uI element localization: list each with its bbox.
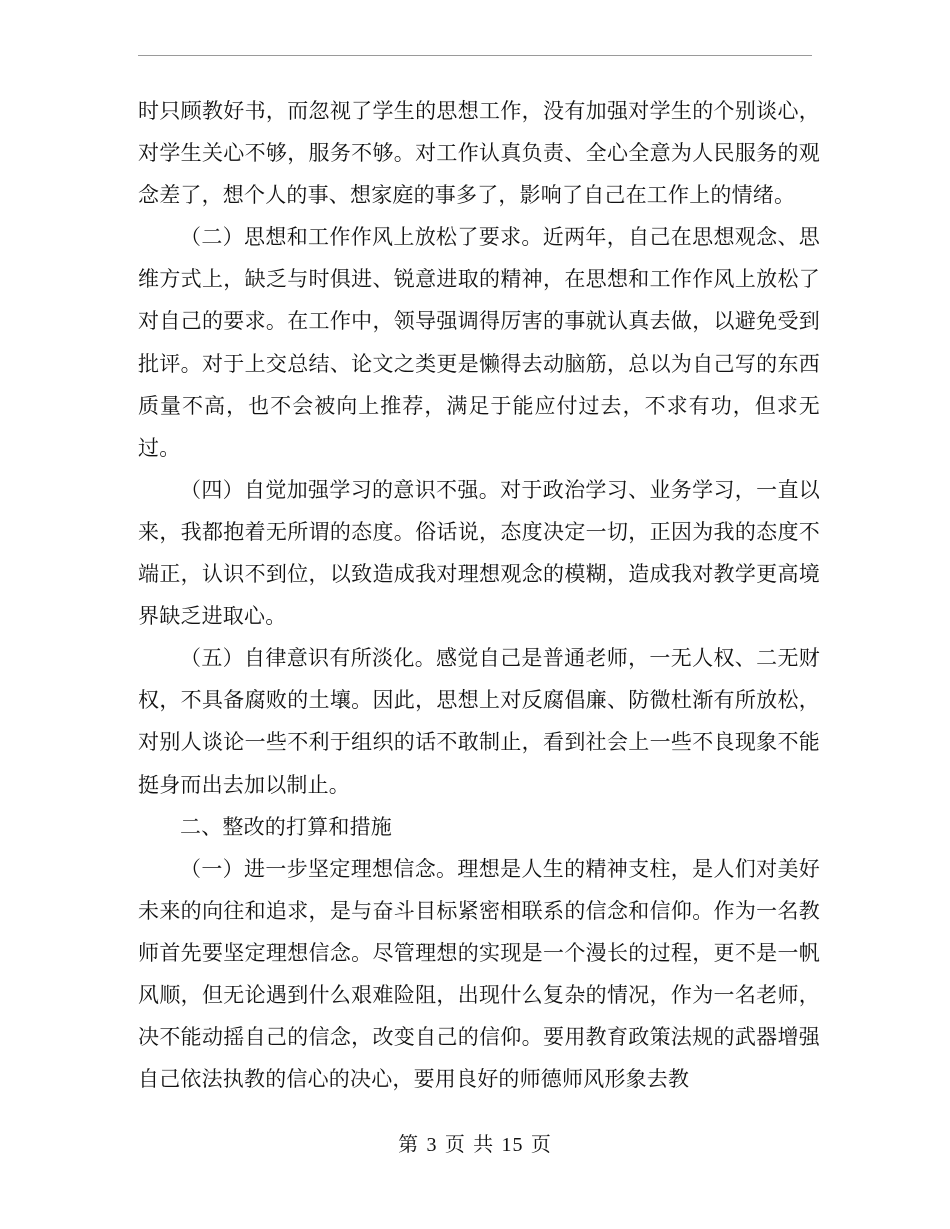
paragraph-3: （四）自觉加强学习的意识不强。对于政治学习、业务学习，一直以来，我都抱着无所谓的态度。俗话说，态度决定一切，正因为我的态度不端正，认识不到位，以致造成我对理想观念的模糊，造成我对教学更高境界缺乏进取心。 [138,477,820,629]
header-rule [138,55,812,56]
paragraph-5: （一）进一步坚定理想信念。理想是人生的精神支柱，是人们对美好未来的向往和追求，是与奋斗目标紧密相联系的信念和信仰。作为一名教师首先要坚定理想信念。尽管理想的实现是一个漫长的过程，更不是一帆风顺，但无论遇到什么艰难险阻，出现什么复杂的情况，作为一名老师，决不能动摇自己的信念，改变自己的信仰。要用教育政策法规的武器增强自己依法执教的信心的决心，要用良好的师德师风形象去教 [138,856,820,1092]
paragraph-4: （五）自律意识有所淡化。感觉自己是普通老师，一无人权、二无财权，不具备腐败的土壤。因此，思想上对反腐倡廉、防微杜渐有所放松，对别人谈论一些不利于组织的话不敢制止，看到社会上一些不良现象不能挺身而出去加以制止。 [138,646,820,797]
page-footer [0,1130,950,1159]
current-page-number: 3 [426,1134,438,1156]
total-page-count: 15 [501,1134,524,1156]
paragraph-2: （二）思想和工作作风上放松了要求。近两年，自己在思想观念、思维方式上，缺乏与时俱进、锐意进取的精神，在思想和工作作风上放松了对自己的要求。在工作中，领导强调得厉害的事就认真去做，以避免受到批评。对于上交总结、论文之类更是懒得去动脑筋，总以为自己写的东西质量不高，也不会被向上推荐，满足于能应付过去，不求有功，但求无过。 [138,225,820,460]
footer-suffix: 页 [530,1132,552,1156]
document-body [138,90,820,1100]
footer-prefix: 第 [398,1132,420,1156]
section-heading: 二、整改的打算和措施 [180,814,392,839]
paragraph-1: 时只顾教好书，而忽视了学生的思想工作，没有加强对学生的个别谈心，对学生关心不够，服务不够。对工作认真负责、全心全意为人民服务的观念差了，想个人的事、想家庭的事多了，影响了自己在工作上的情绪。 [138,99,820,208]
footer-middle: 页 共 [444,1132,495,1156]
